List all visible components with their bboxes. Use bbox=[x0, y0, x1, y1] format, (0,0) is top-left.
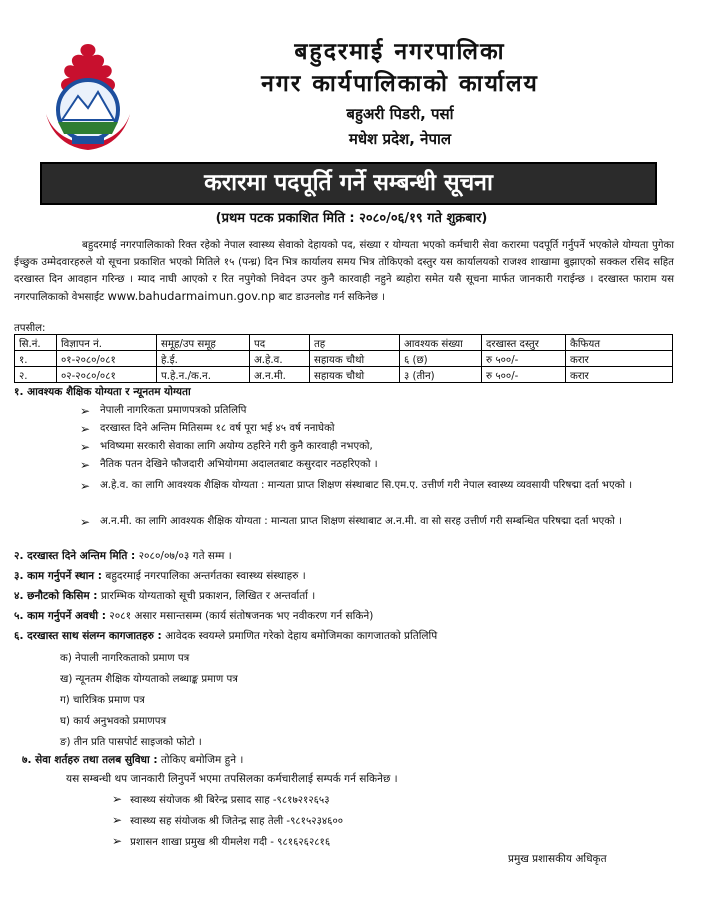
signature-designation: प्रमुख प्रशासकीय अधिकृत bbox=[508, 853, 607, 865]
table-cell: करार bbox=[566, 351, 673, 367]
table-cell: करार bbox=[566, 367, 673, 383]
municipality-emblem bbox=[28, 36, 148, 156]
table-cell: सहायक चौथो bbox=[310, 351, 400, 367]
table-cell: रु ५००/- bbox=[482, 367, 566, 383]
vacancy-table bbox=[14, 334, 673, 383]
arrow-bullet-icon: ➢ bbox=[112, 834, 123, 848]
list-item: ख) न्यूनतम शैक्षिक योग्यताको लब्धाङ्क प्रमाण पत्र bbox=[60, 674, 238, 685]
section-7: ७. सेवा शर्तहरु तथा तलब सुविधा : तोकिए बमोजिम हुने । bbox=[22, 754, 244, 766]
table-cell: ०१-२०८०/०८१ bbox=[57, 351, 157, 367]
section-4: ४. छनौटको किसिम : प्रारम्भिक योग्यताको सूची प्रकाशन, लिखित र अन्तर्वार्ता । bbox=[14, 590, 316, 602]
section-3: ३. काम गर्नुपर्ने स्थान : बहुदरमाई नगरपालिका अन्तर्गतका स्वास्थ्य संस्थाहरु । bbox=[14, 570, 306, 582]
table-row bbox=[15, 367, 673, 383]
notice-title-banner: करारमा पदपूर्ति गर्ने सम्बन्धी सूचना bbox=[40, 162, 657, 205]
website-link[interactable]: www.bahudarmaimun.gov.np bbox=[107, 289, 276, 303]
intro-text: बहुदरमाई नगरपालिकाको रिक्त रहेको नेपाल स्वास्थ्य सेवाको देहायको पद, संख्या र योग्यता भएको कर्मचारी सेवा करारमा पदपूर्ति गर्नुपर्ने भएकोले योग्यता पुगेका ईच्छुक उम्मेदवारहरुले यो सूचना प्रकाशित भएको मितिले १५ (पन्ध्र) दिन भित्र कार्यालय समय भित्र तोकिएको दस्तुर यस कार्यालयको राजश्व शाखामा बुझाएको सक्कल रसिद सहित दरखास्त दिन आवहान गरिन्छ । म्याद नाघी आएको र रित नपुगेको निवेदन उपर कुनै कारवाही नहुने ब्यहोरा समेत यसै सूचना मार्फत जानकारी गराईन्छ । दरखास्त फाराम यस नगरपालिकाको वेभसाईट bbox=[14, 240, 674, 303]
arrow-bullet-icon: ➢ bbox=[80, 458, 91, 472]
details-label: तपसील: bbox=[14, 323, 46, 334]
contact-item: ➢ स्वास्थ्य संयोजक श्री बिरेन्द्र प्रसाद साह -९८१७२१२६५३ bbox=[112, 792, 330, 806]
table-cell: २. bbox=[15, 367, 57, 383]
col-header: आवश्यक संख्या bbox=[400, 335, 482, 351]
header-address-line1: बहुअरी पिडरी, पर्सा bbox=[346, 105, 454, 123]
col-header: समूह/उप समूह bbox=[157, 335, 250, 351]
col-header: तह bbox=[310, 335, 400, 351]
col-header: विज्ञापन नं. bbox=[57, 335, 157, 351]
arrow-bullet-icon: ➢ bbox=[80, 479, 91, 493]
arrow-bullet-icon: ➢ bbox=[80, 515, 91, 529]
section-6: ६. दरखास्त साथ संलग्न कागजातहरु : आवेदक स्वयम्ले प्रमाणित गरेको देहाय बमोजिमका कागजातको प्रतिलिपि bbox=[14, 630, 438, 642]
intro-end-text: बाट डाउनलोड गर्न सकिनेछ । bbox=[278, 292, 385, 303]
list-item: ➢ दरखास्त दिने अन्तिम मितिसम्म १८ वर्ष पूरा भई ४५ वर्ष ननाघेको bbox=[80, 422, 335, 436]
table-cell: अ.न.मी. bbox=[250, 367, 310, 383]
col-header: पद bbox=[250, 335, 310, 351]
list-item: ➢ नैतिक पतन देखिने फौजदारी अभियोगमा अदालतबाट कसुरदार नठहरिएको । bbox=[80, 458, 378, 472]
arrow-bullet-icon: ➢ bbox=[112, 813, 123, 827]
col-header: कैफियत bbox=[566, 335, 673, 351]
arrow-bullet-icon: ➢ bbox=[80, 422, 91, 436]
intro-paragraph bbox=[14, 237, 674, 306]
list-item: ➢ भविष्यमा सरकारी सेवाका लागि अयोग्य ठहरिने गरी कुनै कारवाही नभएको, bbox=[80, 440, 373, 454]
section-2: २. दरखास्त दिने अन्तिम मिति : २०८०/०७/०३ गते सम्म । bbox=[14, 550, 232, 562]
col-header: दरखास्त दस्तुर bbox=[482, 335, 566, 351]
col-header: सि.नं. bbox=[15, 335, 57, 351]
table-row bbox=[15, 351, 673, 367]
header-title-municipality: बहुदरमाई नगरपालिका bbox=[294, 39, 506, 65]
publication-date: (प्रथम पटक प्रकाशित मिति : २०८०/०६/१९ गते शुक्रबार) bbox=[215, 211, 488, 226]
list-item: ➢ नेपाली नागरिकता प्रमाणपत्रको प्रतिलिपि bbox=[80, 404, 247, 418]
list-item: क) नेपाली नागरिकताको प्रमाण पत्र bbox=[60, 653, 190, 664]
arrow-bullet-icon: ➢ bbox=[112, 792, 123, 806]
table-cell: अ.हे.व. bbox=[250, 351, 310, 367]
table-header-row bbox=[15, 335, 673, 351]
contact-item: ➢ प्रशासन शाखा प्रमुख श्री यीमलेश गदी - ९८१६२६२८१६ bbox=[112, 834, 331, 848]
list-item: ➢ अ.हे.व. का लागि आवश्यक शैक्षिक योग्यता : मान्यता प्राप्त शिक्षण संस्थाबाट सि.एम.ए. उत्तीर्ण गरी नेपाल स्वास्थ्य व्यवसायी परिषद्मा दर्ता भएको । bbox=[80, 479, 633, 493]
table-cell: प.हे.न./क.न. bbox=[157, 367, 250, 383]
list-item: घ) कार्य अनुभवको प्रमाणपत्र bbox=[60, 716, 167, 727]
table-cell: ०२-२०८०/०८१ bbox=[57, 367, 157, 383]
table-cell: सहायक चौथो bbox=[310, 367, 400, 383]
arrow-bullet-icon: ➢ bbox=[80, 404, 91, 418]
table-cell: रु ५००/- bbox=[482, 351, 566, 367]
table-cell: ३ (तीन) bbox=[400, 367, 482, 383]
table-cell: ६ (छ) bbox=[400, 351, 482, 367]
list-item: ग) चारित्रिक प्रमाण पत्र bbox=[60, 695, 145, 706]
table-cell: १. bbox=[15, 351, 57, 367]
list-item: ➢ अ.न.मी. का लागि आवश्यक शैक्षिक योग्यता : मान्यता प्राप्त शिक्षण संस्थाबाट अ.न.मी. वा सो सरह उत्तीर्ण गरी सम्बन्धित परिषद्मा दर्ता भएको । bbox=[80, 515, 622, 529]
arrow-bullet-icon: ➢ bbox=[80, 440, 91, 454]
header-address-line2: मधेश प्रदेश, नेपाल bbox=[348, 130, 452, 148]
contact-item: ➢ स्वास्थ्य सह संयोजक श्री जितेन्द्र साह तेली -९८१५२३४६०० bbox=[112, 813, 344, 827]
section-5: ५. काम गर्नुपर्ने अवधी : २०८१ असार मसान्तसम्म (कार्य संतोषजनक भए नवीकरण गर्न सकिने) bbox=[14, 610, 374, 622]
list-item: ङ) तीन प्रति पासपोर्ट साइजको फोटो । bbox=[60, 737, 202, 748]
header-title-office: नगर कार्यपालिकाको कार्यालय bbox=[261, 71, 539, 97]
section-1-heading: १. आवश्यक शैक्षिक योग्यता र न्यूनतम योग्यता bbox=[14, 386, 191, 398]
more-info-text: यस सम्बन्धी थप जानकारी लिनुपर्ने भएमा तपसिलका कर्मचारीलाई सम्पर्क गर्न सकिनेछ । bbox=[66, 773, 398, 785]
table-cell: हे.ई. bbox=[157, 351, 250, 367]
